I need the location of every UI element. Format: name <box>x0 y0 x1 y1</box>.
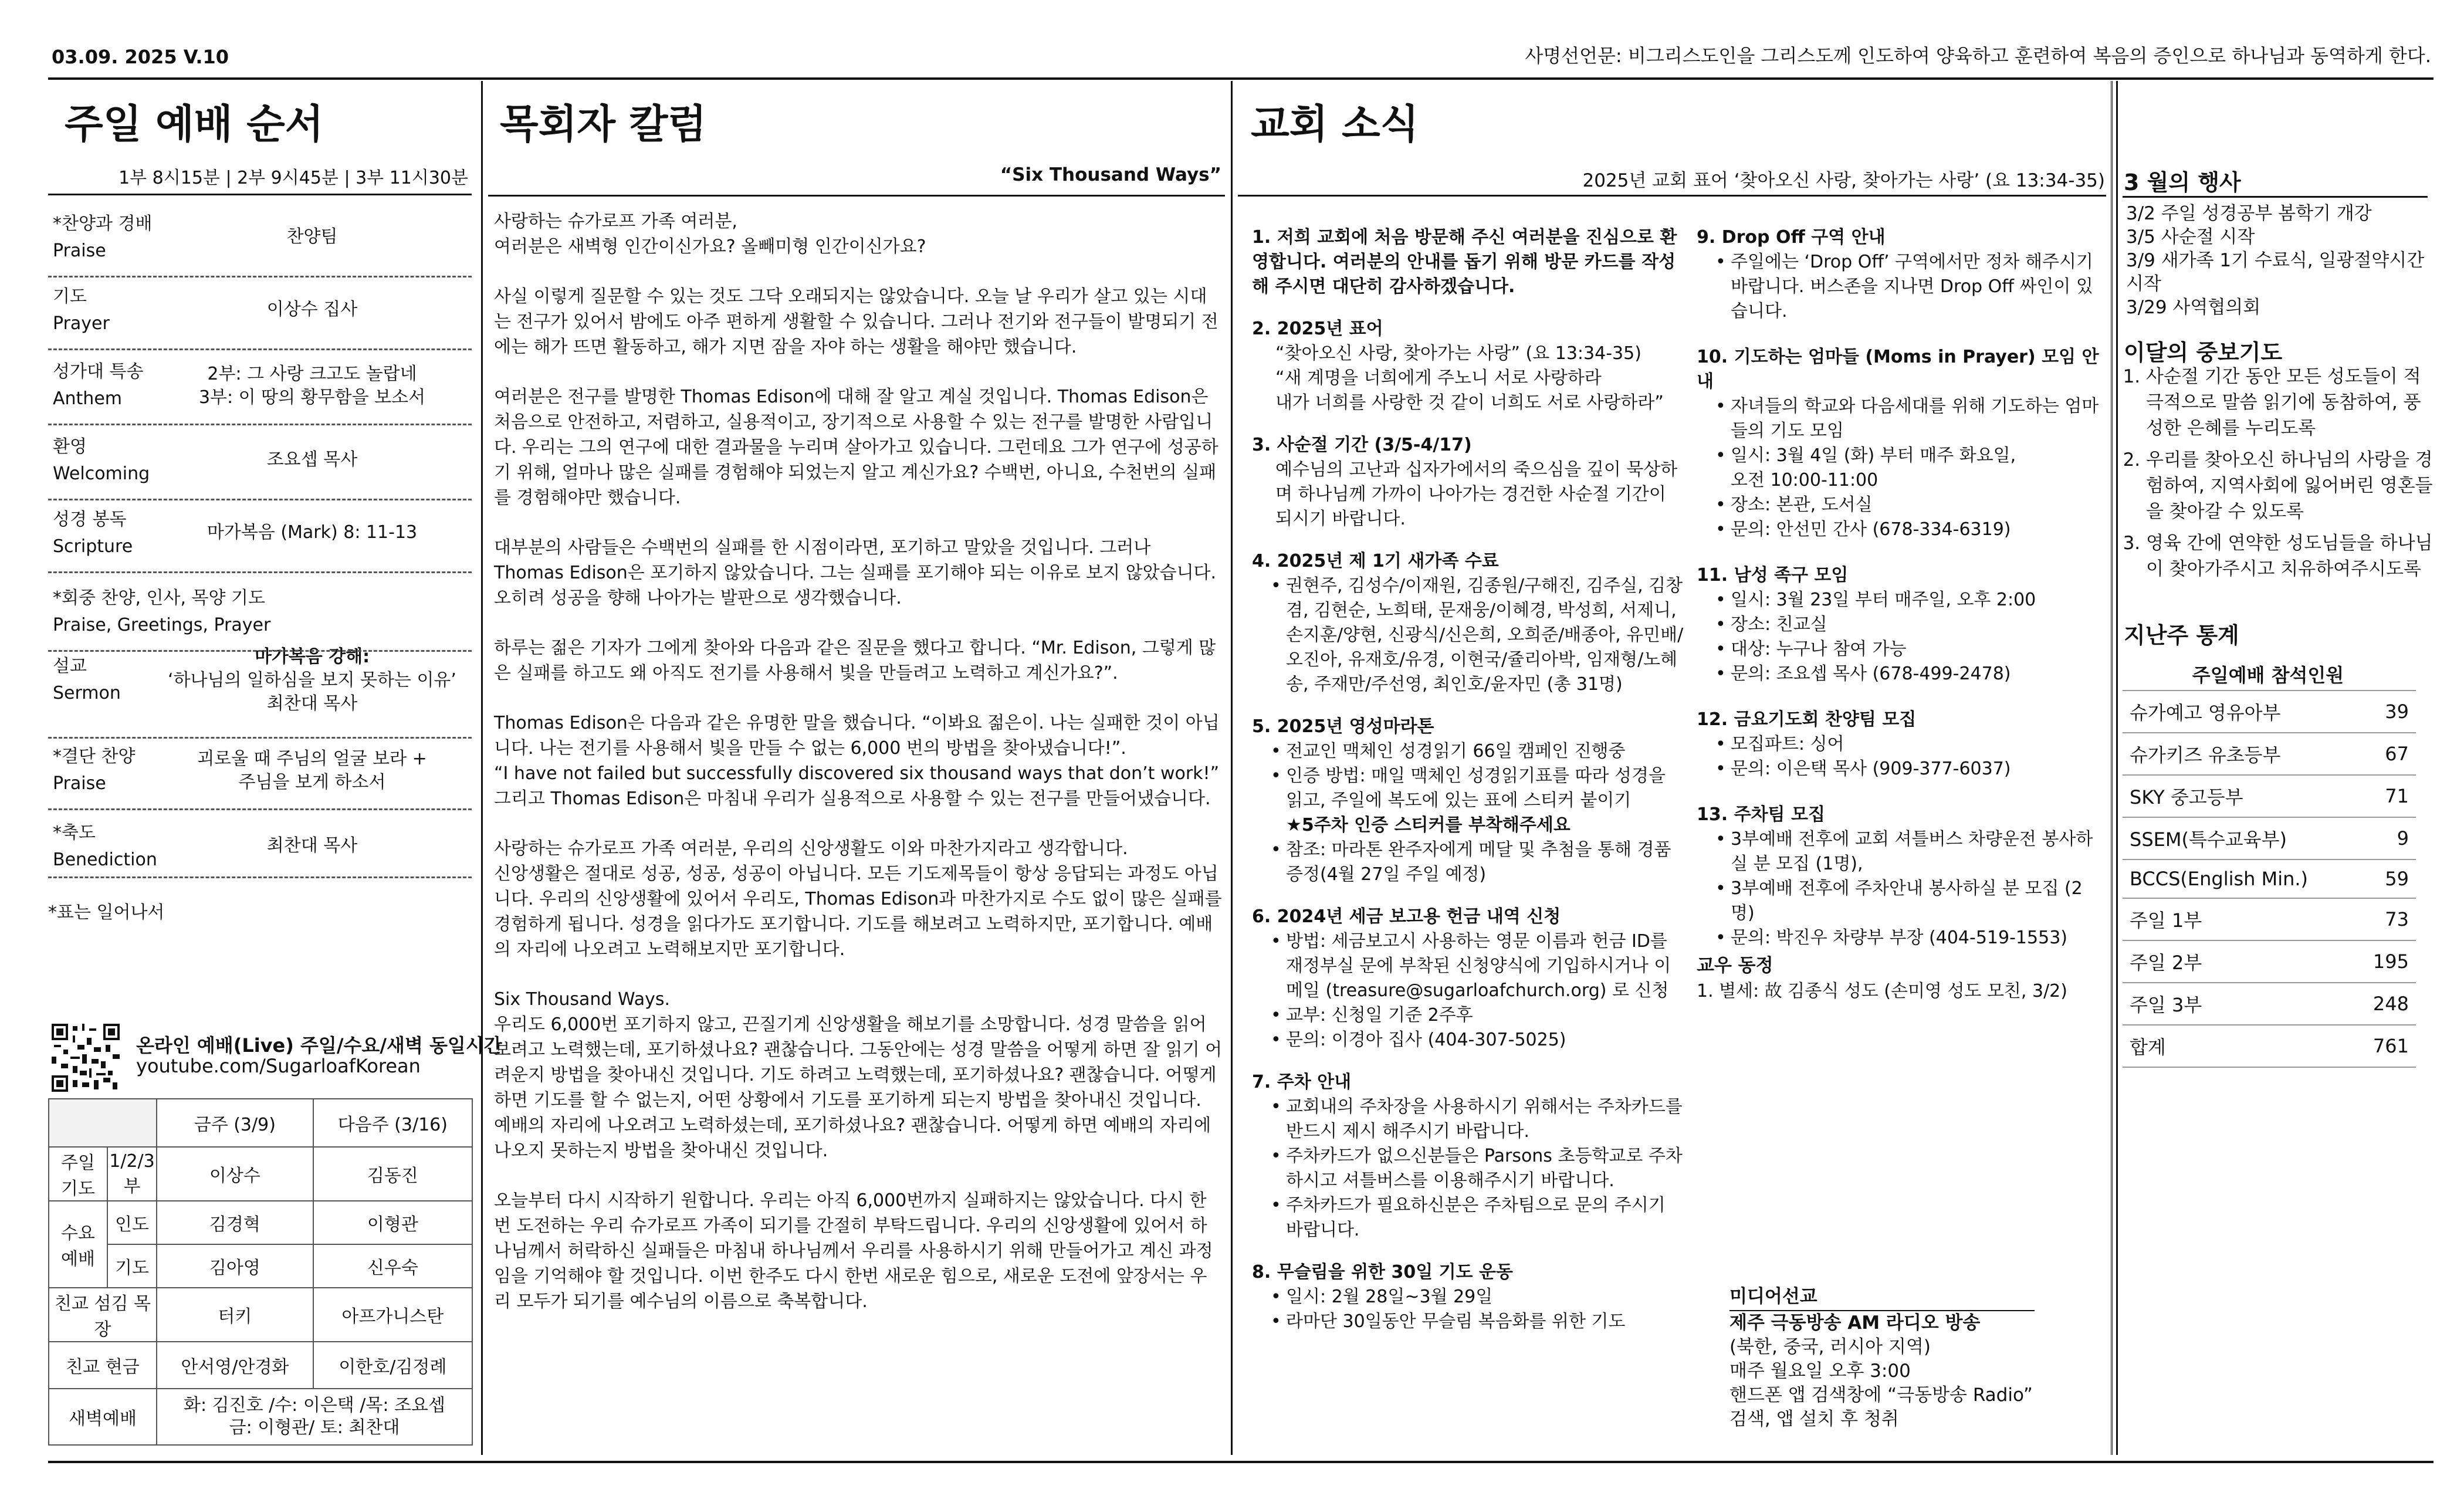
top-rule <box>48 77 2433 80</box>
news-item-heading: 3. 사순절 기간 (3/5-4/17) <box>1252 435 1472 455</box>
order-divider <box>48 650 472 652</box>
attendance-count: 39 <box>2355 691 2416 733</box>
attendance-count: 195 <box>2355 940 2416 983</box>
news-item <box>1252 317 1686 415</box>
order-label: 기도 <box>53 286 87 307</box>
online-title: 온라인 예배(Live) 주일/수요/새벽 동일시간 <box>136 1034 502 1057</box>
news-item-heading: 5. 2025년 영성마라톤 <box>1252 716 1434 737</box>
news-item <box>1697 708 2101 781</box>
bullet-item: • 장소: 본관, 도서실 <box>1731 493 2101 517</box>
column-paragraph: Thomas Edison은 다음과 같은 유명한 말을 했습니다. “이봐요 젊은이. 나는 실패한 것이 아닙니다. 나는 전기를 사용해서 빛을 만들 수 없는 6,000 번의 방법을 찾아냈습니다!”. “I have not failed but successfully discovered six thousand ways that don’t work!” 그리고 Thomas Edison은 마침내 우리가 실용적으로 사용할 수 있는 전구를 만들어냈습니다. <box>494 713 1220 809</box>
condolence-text: 1. 별세: 故 김종식 성도 (손미영 성도 모친, 3/2) <box>1697 981 2067 1001</box>
order-divider <box>48 808 472 810</box>
attendance-name: 슈가키즈 유초등부 <box>2123 733 2355 775</box>
bullet-item: • 문의: 이경아 집사 (404-307-5025) <box>1286 1028 1686 1052</box>
news-item-heading: 2. 2025년 표어 <box>1252 319 1383 339</box>
news-item-bullets <box>1252 1285 1686 1334</box>
bullet-item: • 문의: 박진우 차량부 부장 (404-519-1553) <box>1731 926 2101 950</box>
attendance-count: 9 <box>2355 817 2416 859</box>
column-paragraph: 오늘부터 다시 시작하기 원합니다. 우리는 아직 6,000번까지 실패하지는 않았습니다. 다시 한번 도전하는 우리 슈가로프 가족이 되기를 간절히 부탁드립니다. 우리의 신앙생활에 있어서 하나님께서 허락하신 실패들은 마침내 하나님께서 우리를 사용하시기 위해 만들어가고 계신 과정임을 기억해야 할 것입니다. 이번 한주도 다시 한번 새로운 힘으로, 새로운 도전에 앞장서는 우리 모두가 되기를 예수님의 이름으로 축복합니다. <box>494 1190 1213 1312</box>
news-top-rule <box>1238 195 2106 197</box>
column-paragraph: 대부분의 사람들은 수백번의 실패를 한 시점이라면, 포기하고 말았을 것입니다. 그러나 Thomas Edison은 포기하지 않았습니다. 그는 실패를 포기해야 되는 이유로 보지 않았습니다. 오히려 성공을 향해 나아가는 발판으로 생각했습니다. <box>494 537 1217 608</box>
bullet-item: • 3부예배 전후에 주차안내 봉사하실 분 모집 (2명) <box>1731 876 2101 926</box>
event-item: 3/29 사역협의회 <box>2126 297 2261 318</box>
attendance-row <box>2123 733 2416 775</box>
order-divider <box>48 499 472 500</box>
order-divider <box>48 348 472 350</box>
news-item <box>1252 549 1686 697</box>
order-label: *축도 <box>53 823 96 843</box>
attendance-name: 주일 2부 <box>2123 940 2355 983</box>
news-item-heading: 1. 저희 교회에 처음 방문해 주신 여러분을 진심으로 환영합니다. 여러분의 안내를 돕기 위해 방문 카드를 작성해 주시면 대단히 감사하겠습니다. <box>1252 227 1677 297</box>
news-item <box>1252 225 1686 299</box>
news-title: 교회 소식 <box>1251 101 1419 148</box>
attendance-row <box>2123 691 2416 733</box>
bullet-item: • 일시: 3월 23일 부터 매주일, 오후 2:00 <box>1731 588 2101 612</box>
order-value: 찬양팀 <box>286 226 338 247</box>
news-item <box>1697 345 2101 542</box>
service-times: 1부 8시15분 | 2부 9시45분 | 3부 11시30분 <box>119 168 468 188</box>
column-paragraph: 사랑하는 슈가로프 가족 여러분, 우리의 신앙생활도 이와 마찬가지라고 생각합니다. 신앙생활은 절대로 성공, 성공, 성공이 아닙니다. 모든 기도제목들이 항상 응답되는 과정도 아닙니다. 우리의 신앙생활에 있어서 우리도, Thomas Edison과 마찬가지로 수도 없이 많은 실패를 경험하게 됩니다. 성경을 읽다가도 포기합니다. 기도를 해보려고 노력하지만, 포기합니다. 예배의 자리에 나오려고 노력해보지만 포기합니다. <box>494 838 1222 960</box>
news-right <box>1697 225 2101 972</box>
attendance-count: 73 <box>2355 898 2416 940</box>
order-label-en: Benediction <box>53 849 157 870</box>
bullet-item: • 3부예배 전후에 교회 셔틀버스 차량운전 봉사하실 분 모집 (1명), <box>1731 827 2101 876</box>
events-rule <box>2123 196 2428 198</box>
column-paragraph: 사랑하는 슈가로프 가족 여러분, 여러분은 새벽형 인간이신가요? 올빼미형 인간이신가요? <box>494 211 926 257</box>
column-body <box>494 209 1223 1339</box>
order-label-en: Praise, Greetings, Prayer <box>53 615 271 635</box>
news-item-heading: 11. 남성 족구 모임 <box>1697 565 1849 585</box>
media-line-2: 매주 월요일 오후 3:00 <box>1729 1360 1911 1382</box>
bullet-item: • 문의: 이은택 목사 (909-377-6037) <box>1731 757 2101 781</box>
bulletin-date: 03.09. 2025 V.10 <box>52 46 229 68</box>
attendance-name: 주일 3부 <box>2123 983 2355 1025</box>
order-label: 환영 <box>53 436 87 457</box>
media-title: 제주 극동방송 AM 라디오 방송 <box>1729 1312 1981 1333</box>
news-item-bullets <box>1252 574 1686 697</box>
news-item-heading: 9. Drop Off 구역 안내 <box>1697 227 1886 248</box>
bullet-item: • 장소: 친교실 <box>1731 612 2101 637</box>
attendance-name: SSEM(특수교육부) <box>2123 817 2355 859</box>
news-item-heading: 12. 금요기도회 찬양팀 모집 <box>1697 709 1917 730</box>
order-value: 이상수 집사 <box>266 299 358 320</box>
condolence-title: 교우 동정 <box>1697 955 1773 976</box>
news-item <box>1252 433 1686 532</box>
prayer-title: 이달의 중보기도 <box>2124 340 2283 365</box>
media-box <box>1729 1285 2035 1431</box>
bullet-item: • 일시: 3월 4일 (화) 부터 매주 화요일, 오전 10:00-11:00 <box>1731 444 2101 493</box>
news-item-heading: 7. 주차 안내 <box>1252 1072 1352 1092</box>
online-url[interactable]: youtube.com/SugarloafKorean <box>136 1055 421 1077</box>
order-label-en: Anthem <box>53 388 122 409</box>
attendance-count: 248 <box>2355 983 2416 1025</box>
news-item <box>1697 563 2101 686</box>
news-item <box>1252 1260 1686 1334</box>
attendance-table <box>2123 690 2416 1068</box>
news-item-bullets <box>1252 1095 1686 1243</box>
order-value: 조요셉 목사 <box>266 449 358 470</box>
bullet-item: • 라마단 30일동안 무슬림 복음화를 위한 기도 <box>1286 1309 1686 1334</box>
order-label: *회중 찬양, 인사, 목양 기도 <box>53 588 266 608</box>
bullet-item: • 교회내의 주차장을 사용하시기 위해서는 주차카드를 반드시 제시 해주시기 바랍니다. <box>1286 1095 1686 1144</box>
column-title: 목회자 칼럼 <box>500 101 707 148</box>
bullet-item: ★5주차 인증 스티커를 부착해주세요 <box>1286 815 1571 835</box>
news-motto: 2025년 교회 표어 ‘찾아오신 사랑, 찾아가는 사랑’ (요 13:34-35) <box>1582 170 2105 191</box>
bullet-item: • 일시: 2월 28일~3월 29일 <box>1286 1285 1686 1309</box>
attendance-row <box>2123 898 2416 940</box>
bullet-item: • 대상: 누구나 참여 가능 <box>1731 637 2101 662</box>
service-table: 금주 (3/9) 다음주 (3/16) 주일 기도 1/2/3부 이상수 김동진 수요 예배 인도 김경혁 이형관 기도 김아영 신우숙 친교 섬김 목장 터키 아프가니스탄 친교 현금 안서영/안경화 이한호/김정례 새벽예배 화: 김진호 /수: 이은택 /목: 조요셉 금: 이형관/ 토: 최찬대 <box>48 1098 473 1446</box>
bullet-item: • 참조: 마라톤 완주자에게 메달 및 추첨을 통해 경품 증정(4월 27일 주일 예정) <box>1286 838 1686 887</box>
attendance-name: 주일 1부 <box>2123 898 2355 940</box>
news-item-text: 예수님의 고난과 십자가에서의 죽으심을 깊이 묵상하며 하나님께 가까이 나아가는 경건한 사순절 기간이 되시기 바랍니다. <box>1275 459 1678 529</box>
news-item <box>1252 1070 1686 1243</box>
news-left <box>1252 225 1686 1352</box>
col-this-week: 금주 (3/9) <box>157 1099 313 1147</box>
prayer-list <box>2123 364 2438 588</box>
qr-code[interactable] <box>52 1024 120 1092</box>
order-value: ‘하나님의 일하심을 보지 못하는 이유’ <box>168 670 456 691</box>
order-label: 성경 봉독 <box>53 509 127 530</box>
attendance-name: BCCS(English Min.) <box>2123 859 2355 898</box>
table-row: 새벽예배 <box>49 1389 157 1445</box>
news-item <box>1252 905 1686 1052</box>
bullet-item: • 주일에는 ‘Drop Off’ 구역에서만 정차 해주시기 바랍니다. 버스존을 지나면 Drop Off 싸인이 있습니다. <box>1731 250 2101 324</box>
order-value: 주님을 보게 하소서 <box>238 772 386 793</box>
prayer-item: 1. 사순절 기간 동안 모든 성도들이 적극적으로 말씀 읽기에 동참하여, 풍성한 은혜를 누리도록 <box>2146 364 2438 441</box>
table-row: 친교 섬김 목장 <box>49 1288 157 1342</box>
column-paragraph: 사실 이렇게 질문할 수 있는 것도 그닥 오래되지는 않았습니다. 오늘 날 우리가 살고 있는 시대는 전구가 있어서 밤에도 아주 편하게 생활할 수 있습니다. 그러나 전기와 전구들이 발명되기 전에는 해가 뜨면 활동하고, 해가 지면 잠을 자야 하는 생활을 해야만 했습니다. <box>494 286 1219 357</box>
event-item: 3/5 사순절 시작 <box>2126 226 2255 248</box>
order-label-en: Sermon <box>53 683 121 703</box>
news-item <box>1697 803 2101 950</box>
attendance-title: 주일예배 참석인원 <box>2192 664 2344 686</box>
news-item <box>1697 225 2101 324</box>
news-item-bullets <box>1697 394 2101 542</box>
order-label: *결단 찬양 <box>53 746 136 767</box>
attendance-name: 슈가예고 영유아부 <box>2123 691 2355 733</box>
news-item-heading: 8. 무슬림을 위한 30일 기도 운동 <box>1252 1262 1514 1282</box>
order-divider <box>48 424 472 425</box>
news-item-bullets <box>1252 739 1686 887</box>
table-row: 수요 예배 <box>49 1201 107 1288</box>
order-label-en: Prayer <box>53 313 110 334</box>
divider-2 <box>1231 81 1233 1455</box>
media-line-4: 검색, 앱 설치 후 청취 <box>1729 1409 1899 1430</box>
news-item-heading: 13. 주차팀 모집 <box>1697 804 1825 825</box>
bullet-item: • 교부: 신청일 기준 2주후 <box>1286 1003 1686 1028</box>
order-title: 주일 예배 순서 <box>65 101 324 148</box>
attendance-row <box>2123 983 2416 1025</box>
order-label-en: Welcoming <box>53 463 150 484</box>
order-label-en: Praise <box>53 241 106 261</box>
table-row: 주일 기도 <box>49 1147 107 1201</box>
stats-title: 지난주 통계 <box>2124 622 2239 648</box>
attendance-row <box>2123 859 2416 898</box>
order-divider <box>48 276 472 277</box>
order-label-en: Scripture <box>53 536 133 557</box>
attendance-count: 59 <box>2355 859 2416 898</box>
news-item-bullets <box>1697 588 2101 686</box>
attendance-name: SKY 중고등부 <box>2123 775 2355 817</box>
bullet-item: • 전교인 맥체인 성경읽기 66일 캠페인 진행중 <box>1286 739 1686 764</box>
news-item-bullets <box>1697 732 2101 781</box>
news-item-heading: 10. 기도하는 엄마들 (Moms in Prayer) 모임 안내 <box>1697 347 2099 392</box>
order-note: *표는 일어나서 <box>48 902 165 923</box>
news-item-heading: 4. 2025년 제 1기 새가족 수료 <box>1252 551 1499 571</box>
table-row: 친교 현금 <box>49 1342 157 1389</box>
events-title: 3 월의 행사 <box>2124 170 2241 195</box>
news-item-text: “찾아오신 사랑, 찾아가는 사랑” (요 13:34-35) “새 계명을 너희에게 주노니 서로 사랑하라 내가 너희를 사랑한 것 같이 너희도 서로 사랑하라” <box>1275 343 1664 413</box>
column-top-rule <box>488 195 1225 197</box>
media-line-3: 핸드폰 앱 검색창에 “극동방송 Radio” <box>1729 1385 2033 1406</box>
event-item: 3/2 주일 성경공부 봄학기 개강 <box>2126 203 2372 224</box>
attendance-row <box>2123 1025 2416 1067</box>
order-value: 3부: 이 땅의 황무함을 보소서 <box>198 387 426 408</box>
attendance-row <box>2123 940 2416 983</box>
order-value: 괴로울 때 주님의 얼굴 보라 + <box>197 749 427 769</box>
bullet-item: • 인증 방법: 매일 맥체인 성경읽기표를 따라 성경을 읽고, 주일에 복도에 있는 표에 스티커 붙이기 <box>1286 764 1686 813</box>
news-item <box>1252 715 1686 887</box>
bullet-item: • 주차카드가 없으신분들은 Parsons 초등학교로 주차하시고 셔틀버스를 이용해주시기 바랍니다. <box>1286 1144 1686 1193</box>
bullet-item: • 문의: 안선민 간사 (678-334-6319) <box>1731 517 2101 542</box>
order-label: 설교 <box>53 656 87 676</box>
news-item-bullets <box>1697 250 2101 324</box>
order-value: 2부: 그 사랑 크고도 놀랍네 <box>207 364 417 384</box>
order-label-en: Praise <box>53 773 106 794</box>
events-list <box>2126 202 2431 319</box>
order-value: 최찬대 목사 <box>266 835 358 856</box>
divider-3 <box>2111 81 2118 1455</box>
attendance-name: 합계 <box>2123 1025 2355 1067</box>
bottom-rule <box>48 1461 2433 1463</box>
attendance-row <box>2123 817 2416 859</box>
news-item-bullets <box>1697 827 2101 950</box>
attendance-row <box>2123 775 2416 817</box>
attendance-count: 71 <box>2355 775 2416 817</box>
mission-statement: 사명선언문: 비그리스도인을 그리스도께 인도하여 양육하고 훈련하여 복음의 증인으로 하나님과 동역하게 한다. <box>1525 45 2431 67</box>
attendance-count: 67 <box>2355 733 2416 775</box>
order-divider <box>48 876 472 878</box>
column-subtitle: “Six Thousand Ways” <box>1000 164 1221 185</box>
bullet-item: • 모집파트: 싱어 <box>1731 732 2101 757</box>
divider-1 <box>481 81 483 1455</box>
bullet-item: • 주차카드가 필요하신분은 주차팀으로 문의 주시기 바랍니다. <box>1286 1193 1686 1243</box>
media-line-1: (북한, 중국, 러시아 지역) <box>1729 1336 1931 1358</box>
prayer-item: 2. 우리를 찾아오신 하나님의 사랑을 경험하여, 지역사회에 잃어버린 영혼들을 찾아갈 수 있도록 <box>2146 447 2438 524</box>
order-label: 성가대 특송 <box>53 361 144 382</box>
bullet-item: • 자녀들의 학교와 다음세대를 위해 기도하는 엄마들의 기도 모임 <box>1731 394 2101 444</box>
prayer-item: 3. 영육 간에 연약한 성도님들을 하나님이 찾아가주시고 치유하여주시도록 <box>2146 530 2438 582</box>
column-paragraph: Six Thousand Ways. 우리도 6,000번 포기하지 않고, 끈질기게 신앙생활을 해보기를 소망합니다. 성경 말씀을 읽어보려고 노력했는데, 포기하셨나요? 괜찮습니다. 그동안에는 성경 말씀을 어떻게 하면 잘 읽기 어려운지 방법을 찾아내신 것입니다. 기도 하려고 노력했는데, 포기하셨나요? 괜찮습니다. 어떻게 하면 기도를 할 수 없는지, 어떤 상황에서 기도를 포기하게 되는지 방법을 찾아내신 것입니다. 예배의 자리에 나오려고 노력하셨는데, 포기하셨나요? 괜찮습니다. 어떻게 하면 예배의 자리에 나오지 못하는지 방법을 찾아내신 것입니다. <box>494 989 1223 1161</box>
media-label: 미디어선교 <box>1729 1286 1817 1307</box>
column-paragraph: 하루는 젊은 기자가 그에게 찾아와 다음과 같은 질문을 했다고 합니다. “Mr. Edison, 그렇게 많은 실패를 하고도 왜 아직도 전기를 사용해서 빛을 만들려고 노력하고 계신가요?”. <box>494 638 1216 683</box>
order-value: 마가복음 (Mark) 8: 11-13 <box>207 522 418 543</box>
bullet-item: • 방법: 세금보고시 사용하는 영문 이름과 헌금 ID를 재정부실 문에 부착된 신청양식에 기입하시거나 이메일 (treasure@sugarloafchurch.org) 로 신청 <box>1286 929 1686 1003</box>
column-paragraph: 여러분은 전구를 발명한 Thomas Edison에 대해 잘 알고 계실 것입니다. Thomas Edison은 처음으로 안전하고, 저렴하고, 실용적이고, 장기적으로 사용할 수 있는 전구를 발명한 사람입니다. 우리는 그의 연구에 대한 결과물을 누리며 살아가고 있습니다. 그런데요 그가 연구에 성공하기 위해, 얼마나 많은 실패를 경험해야 되었는지 알고 계신가요? 수백번, 아니요, 수천번의 실패를 경험해야만 했습니다. <box>494 387 1219 508</box>
order-divider <box>48 737 472 739</box>
bullet-item: • 문의: 조요셉 목사 (678-499-2478) <box>1731 662 2101 686</box>
col-next-week: 다음주 (3/16) <box>313 1099 472 1147</box>
bullet-item: • 권현주, 김성수/이재원, 김종원/구해진, 김주실, 김창겸, 김현순, 노희태, 문재웅/이혜경, 박성희, 서제니, 손지훈/양현, 신광식/신은희, 오희준/배종아, 유민배/오진아, 유재호/유경, 이현국/쥴리아박, 임재형/노혜송, 주재만/주선영, 최인호/윤자민 (총 31명) <box>1286 574 1686 697</box>
attendance-count: 761 <box>2355 1025 2416 1067</box>
order-divider <box>48 571 472 573</box>
event-item: 3/9 새가족 1기 수료식, 일광절약시간 시작 <box>2126 250 2425 295</box>
order-value: 최찬대 목사 <box>266 693 358 714</box>
news-item-bullets <box>1252 929 1686 1052</box>
order-top-rule <box>48 194 472 195</box>
order-value: 마가복음 강해: <box>254 647 370 667</box>
news-item-heading: 6. 2024년 세금 보고용 헌금 내역 신청 <box>1252 906 1561 927</box>
order-label: *찬양과 경배 <box>53 214 153 234</box>
